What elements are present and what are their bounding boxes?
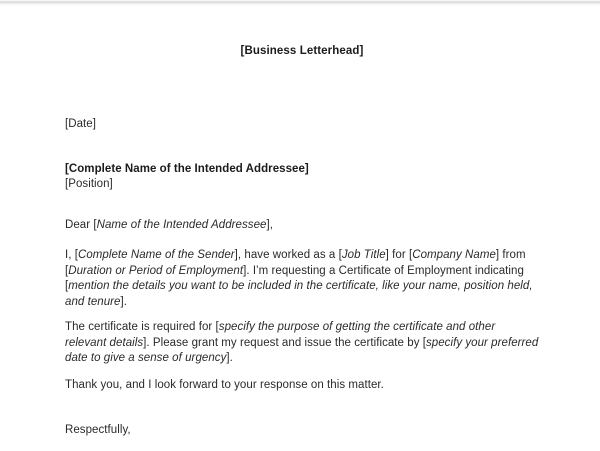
p2-seg-2: ]. Please grant my request and issue the certificate by [ (143, 336, 426, 349)
body-paragraph-1 (65, 248, 539, 310)
p2-placeholder-preferred-date: specify your preferred date to give a sense of urgency (65, 336, 539, 364)
p1-placeholder-certificate-details: mention the details you want to be included in the certificate, like your name, position held, and tenure (65, 280, 533, 308)
addressee-name: [Complete Name of the Intended Addressee] (65, 163, 309, 175)
date-line: [Date] (65, 118, 96, 130)
salutation-prefix: Dear [ (65, 219, 97, 231)
p1-placeholder-company-name: Company Name (412, 249, 496, 261)
salutation-placeholder: Name of the Intended Addressee (96, 219, 267, 231)
salutation-line (65, 218, 539, 234)
p1-placeholder-sender-name: Complete Name of the Sender (77, 249, 235, 261)
p2-seg-1: The certificate is required for [ (65, 321, 219, 333)
page-top-edge-shading (0, 0, 600, 6)
p1-placeholder-employment-duration: Duration or Period of Employment (68, 264, 244, 277)
p1-seg-4: ] from [ (65, 249, 526, 277)
p1-seg-5: ]. I’m requesting a Certificate of Employment indicating [ (65, 264, 524, 292)
p2-seg-3: ]. (226, 352, 233, 364)
closing-line: Respectfully, (65, 424, 131, 436)
p1-seg-2: ], have worked as a [ (234, 249, 342, 261)
p1-seg-6: ]. (120, 295, 127, 308)
p1-placeholder-job-title: Job Title (341, 249, 386, 261)
p1-seg-1: I, [ (65, 249, 78, 261)
p1-seg-3: ] for [ (385, 249, 413, 261)
body-paragraph-3: Thank you, and I look forward to your response on this matter. (65, 379, 384, 391)
p2-placeholder-purpose: specify the purpose of getting the certificate and other relevant details (65, 321, 496, 349)
salutation-suffix: ], (266, 219, 273, 231)
addressee-position: [Position] (65, 178, 113, 190)
business-letterhead-title: [Business Letterhead] (240, 45, 364, 57)
body-paragraph-2 (65, 320, 539, 367)
